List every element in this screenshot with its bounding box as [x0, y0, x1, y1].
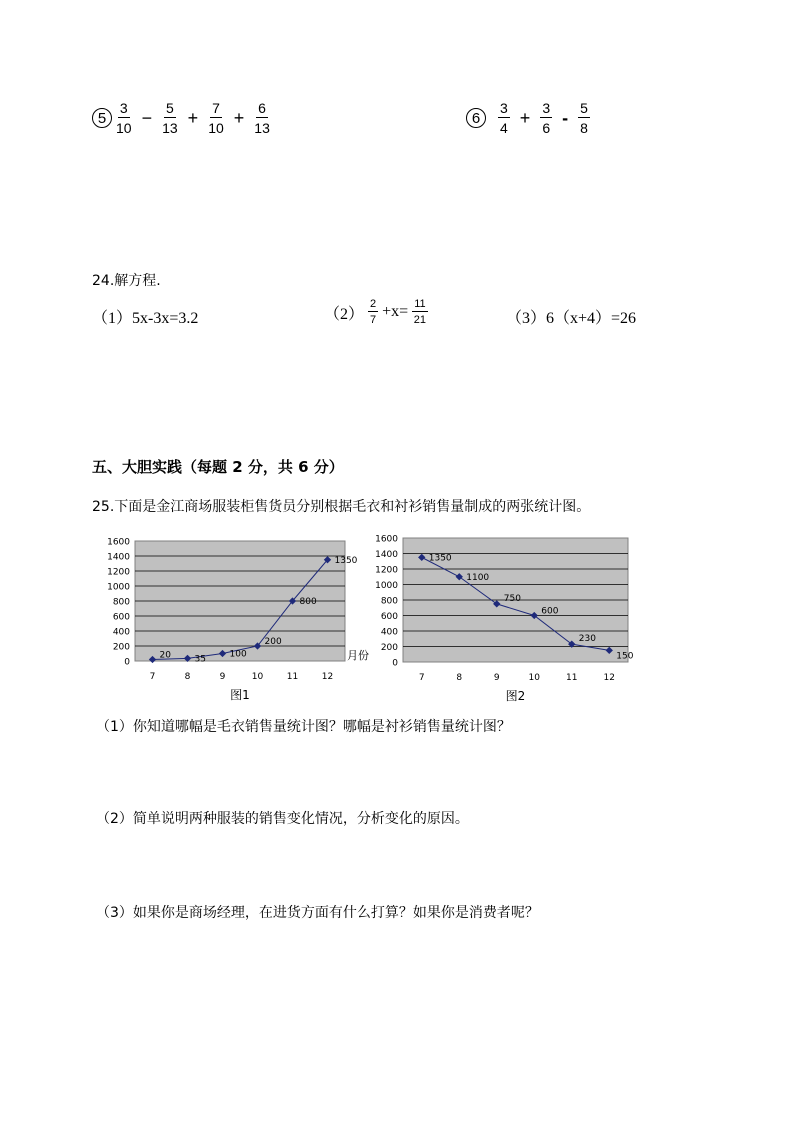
data-label: 230 [578, 634, 596, 645]
q5-marker: 5 [92, 108, 112, 128]
data-label: 1350 [334, 555, 358, 566]
sub-question-2: （2）简单说明两种服装的销售变化情况，分析变化的原因。 [96, 811, 469, 827]
x-tick-label: 7 [149, 672, 156, 682]
y-tick-label: 600 [112, 612, 130, 623]
fraction: $\frac{5}{13}$ [162, 100, 178, 136]
equation-1: （1）5x-3x=3.2 [92, 310, 199, 327]
x-tick-label: 11 [286, 672, 299, 682]
fraction: $\frac{7}{10}$ [208, 100, 224, 136]
y-tick-label: 800 [380, 596, 398, 607]
data-label: 600 [541, 606, 559, 617]
x-tick-label: 8 [184, 672, 191, 682]
data-label: 20 [159, 650, 171, 661]
x-axis-label: 月份 [347, 649, 369, 662]
q5-expression [92, 100, 274, 136]
y-tick-label: 1200 [375, 565, 398, 576]
sub-question-1: （1）你知道哪幅是毛衣销售量统计图？哪幅是衬衫销售量统计图？ [96, 719, 511, 735]
y-tick-label: 0 [392, 658, 398, 669]
data-label: 800 [299, 597, 317, 607]
data-label: 750 [503, 593, 521, 604]
data-label: 100 [229, 649, 247, 660]
y-tick-label: 1600 [107, 537, 130, 548]
x-tick-label: 12 [603, 673, 615, 683]
q6-marker: 6 [466, 108, 486, 128]
x-tick-label: 11 [566, 673, 578, 683]
x-tick-label: 7 [418, 673, 425, 683]
operator: − [141, 107, 153, 128]
fraction: $\frac{3}{6}$ [542, 100, 551, 136]
y-tick-label: 1000 [375, 581, 398, 591]
y-tick-label: 400 [380, 627, 398, 638]
y-tick-label: 600 [380, 612, 398, 622]
data-label: 1350 [428, 553, 452, 564]
x-tick-label: 9 [219, 672, 226, 682]
data-label: 150 [616, 651, 634, 662]
operator: + [519, 107, 531, 128]
x-tick-label: 10 [251, 672, 264, 682]
y-tick-label: 1600 [375, 534, 398, 545]
section-heading: 五、大胆实践（每题 2 分，共 6 分） [92, 458, 344, 476]
x-tick-label: 10 [528, 673, 540, 683]
y-tick-label: 1400 [107, 552, 130, 563]
y-tick-label: 0 [124, 657, 130, 668]
fraction: $\frac{3}{4}$ [500, 100, 508, 136]
operator: + [187, 107, 199, 128]
chart-figure-1 [95, 535, 385, 705]
chart-figure-2 [375, 532, 640, 704]
equation-2: （2） $\frac{2}{7}$ +x= $\frac{11}{21}$ [324, 298, 427, 326]
y-tick-label: 1000 [107, 582, 130, 593]
q6-expression [466, 100, 594, 136]
x-tick-label: 8 [456, 673, 463, 683]
y-tick-label: 400 [112, 627, 130, 638]
y-tick-label: 200 [112, 642, 130, 653]
chart-caption: 图1 [230, 688, 250, 702]
y-tick-label: 200 [380, 643, 398, 653]
fraction: $\frac{3}{10}$ [116, 100, 132, 136]
data-label: 200 [264, 637, 282, 647]
fraction: $\frac{5}{8}$ [580, 100, 588, 136]
sub-question-3: （3）如果你是商场经理，在进货方面有什么打算？如果你是消费者呢？ [96, 905, 539, 921]
operator: - [562, 107, 569, 128]
fraction: $\frac{2}{7}$ [370, 298, 377, 326]
y-tick-label: 1400 [375, 550, 398, 560]
fraction: $\frac{11}{21}$ [413, 298, 427, 326]
q25-text: 25.下面是金江商场服装柜售货员分别根据毛衣和衬衫销售量制成的两张统计图。 [92, 499, 591, 515]
x-tick-label: 12 [321, 672, 334, 682]
equation-3: （3）6（x+4）=26 [506, 310, 637, 327]
fraction: $\frac{6}{13}$ [254, 100, 270, 136]
operator: + [233, 107, 245, 128]
y-tick-label: 1200 [107, 567, 130, 578]
x-tick-label: 9 [493, 673, 500, 683]
data-label: 35 [194, 654, 206, 665]
q24-title: 24.解方程. [92, 273, 161, 289]
chart-caption: 图2 [505, 689, 526, 703]
y-tick-label: 800 [112, 597, 130, 608]
data-label: 1100 [466, 572, 490, 583]
